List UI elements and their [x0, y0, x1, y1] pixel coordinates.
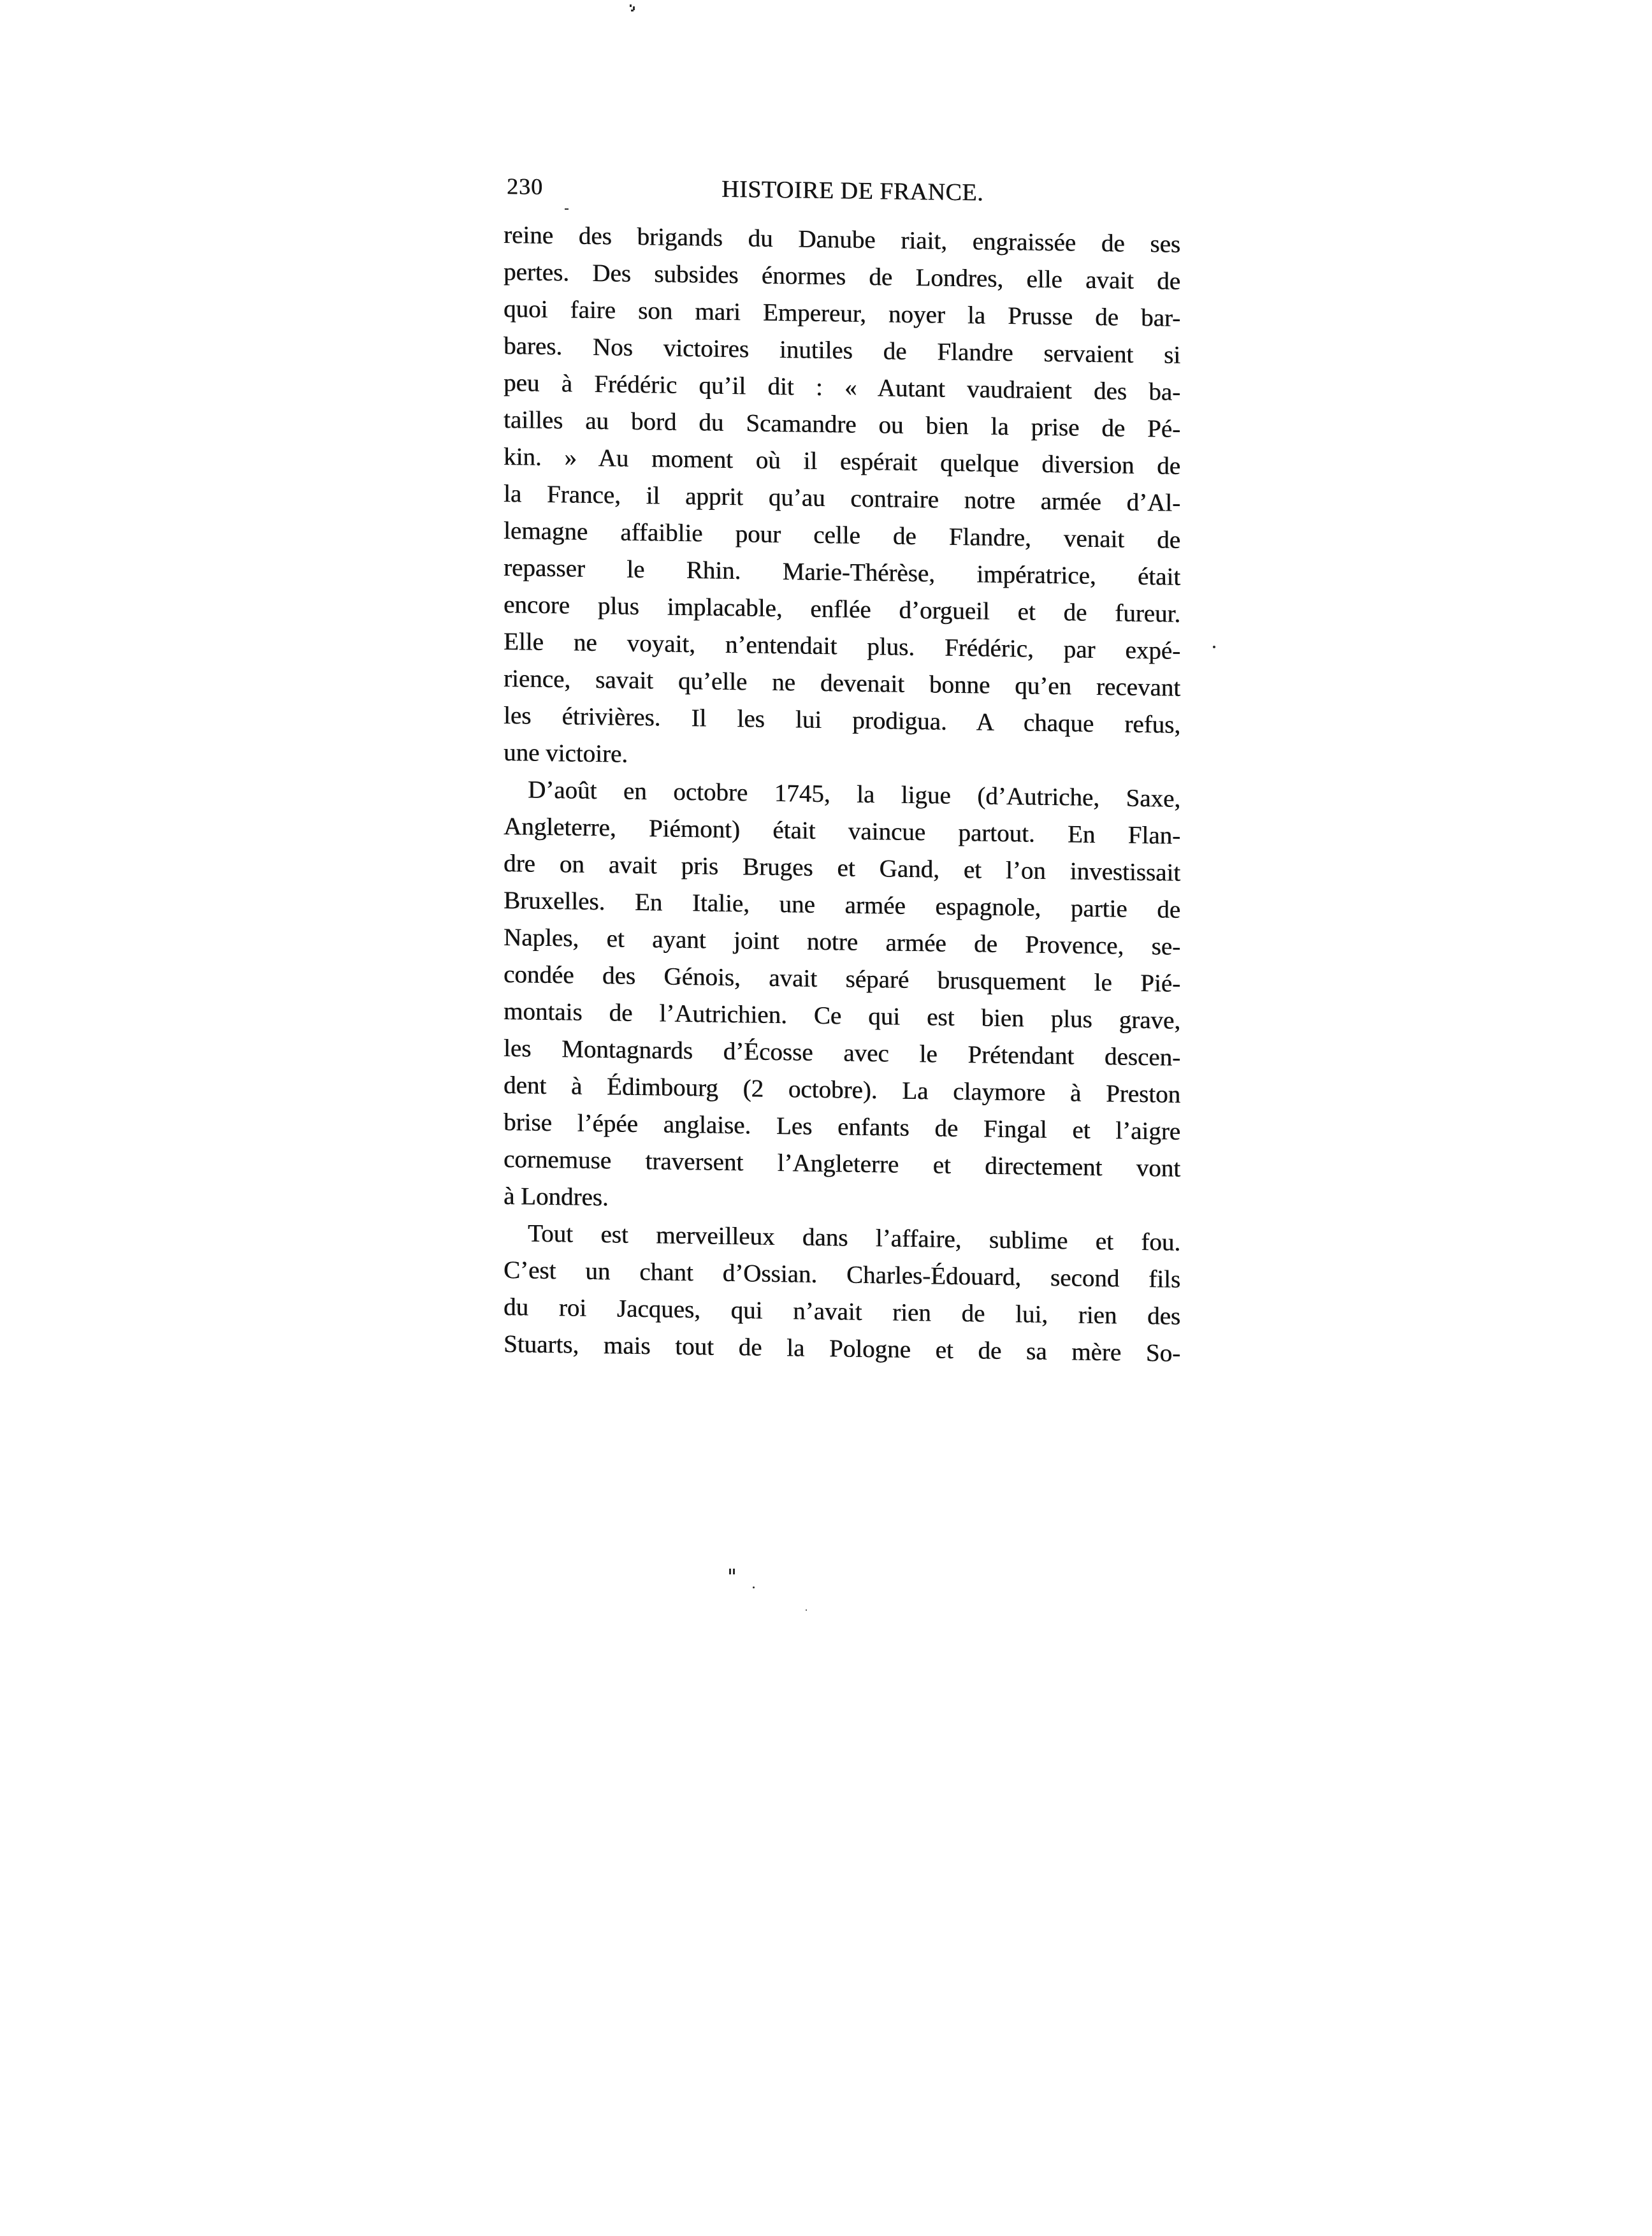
text-line: les étrivières. Il les lui prodigua. A chaque refus,: [504, 702, 1180, 739]
paragraph: [504, 1215, 1180, 1372]
scan-speck: [733, 1569, 735, 1574]
text-line: encore plus implacable, enflée d’orgueil et de fureur.: [504, 591, 1180, 628]
text-line: dre on avait pris Bruges et Gand, et l’on investissait: [504, 850, 1180, 887]
text-line: la France, il apprit qu’au contraire notre armée d’Al-: [504, 480, 1180, 517]
text-line: Angleterre, Piémont) était vaincue partout. En Flan-: [504, 813, 1180, 850]
scan-speck: [630, 4, 632, 7]
text-line: bares. Nos victoires inutiles de Flandre servaient si: [504, 332, 1180, 369]
text-line: dent à Édimbourg (2 octobre). La claymore à Preston: [504, 1071, 1180, 1108]
text-line: condée des Génois, avait séparé brusquement le Pié-: [504, 961, 1180, 998]
paragraph: [504, 771, 1180, 1224]
text-line: Tout est merveilleux dans l’affaire, sublime et fou.: [528, 1219, 1180, 1256]
text-line: quoi faire son mari Empereur, noyer la Prusse de bar-: [504, 295, 1180, 332]
text-line: D’août en octobre 1745, la ligue (d’Autriche, Saxe,: [528, 776, 1180, 813]
text-line: Elle ne voyait, n’entendait plus. Frédéric, par expé-: [504, 628, 1180, 665]
text-line: kin. » Au moment où il espérait quelque diversion de: [504, 443, 1180, 480]
scan-speck: [729, 1569, 731, 1574]
scan-speck: [806, 1609, 807, 1611]
paragraph: [504, 217, 1180, 781]
text-line: à Londres.: [504, 1182, 609, 1212]
scan-speck: [753, 1586, 755, 1588]
scanned-content: [504, 0, 1180, 2236]
text-line: Stuarts, mais tout de la Pologne et de sa mère So-: [504, 1330, 1180, 1367]
text-line: brise l’épée anglaise. Les enfants de Fingal et l’aigre: [504, 1108, 1180, 1145]
text-line: Naples, et ayant joint notre armée de Provence, se-: [504, 924, 1180, 961]
page-number: 230: [507, 173, 543, 200]
text-line: une victoire.: [504, 739, 628, 768]
running-title: HISTOIRE DE FRANCE.: [721, 175, 983, 207]
text-block: [504, 217, 1180, 1372]
scan-speck: [565, 208, 569, 210]
text-line: repasser le Rhin. Marie-Thérèse, impératrice, était: [504, 554, 1180, 591]
text-line: C’est un chant d’Ossian. Charles-Édouard, second fils: [504, 1256, 1180, 1293]
text-line: montais de l’Autrichien. Ce qui est bien plus grave,: [504, 998, 1180, 1035]
text-line: pertes. Des subsides énormes de Londres, elle avait de: [504, 258, 1180, 295]
scan-speck: [1213, 646, 1215, 648]
text-line: les Montagnards d’Écosse avec le Prétendant descen-: [504, 1035, 1180, 1071]
text-line: reine des brigands du Danube riait, engraissée de ses: [504, 221, 1180, 258]
text-line: du roi Jacques, qui n’avait rien de lui, rien des: [504, 1293, 1180, 1330]
text-line: lemagne affaiblie pour celle de Flandre, venait de: [504, 517, 1180, 554]
text-line: cornemuse traversent l’Angleterre et directement vont: [504, 1145, 1180, 1182]
scan-speck: [631, 10, 634, 11]
text-line: peu à Frédéric qu’il dit : « Autant vaudraient des ba-: [504, 369, 1180, 406]
text-line: rience, savait qu’elle ne devenait bonne qu’en recevant: [504, 665, 1180, 702]
text-line: tailles au bord du Scamandre ou bien la prise de Pé-: [504, 406, 1180, 443]
text-line: Bruxelles. En Italie, une armée espagnole, partie de: [504, 887, 1180, 924]
